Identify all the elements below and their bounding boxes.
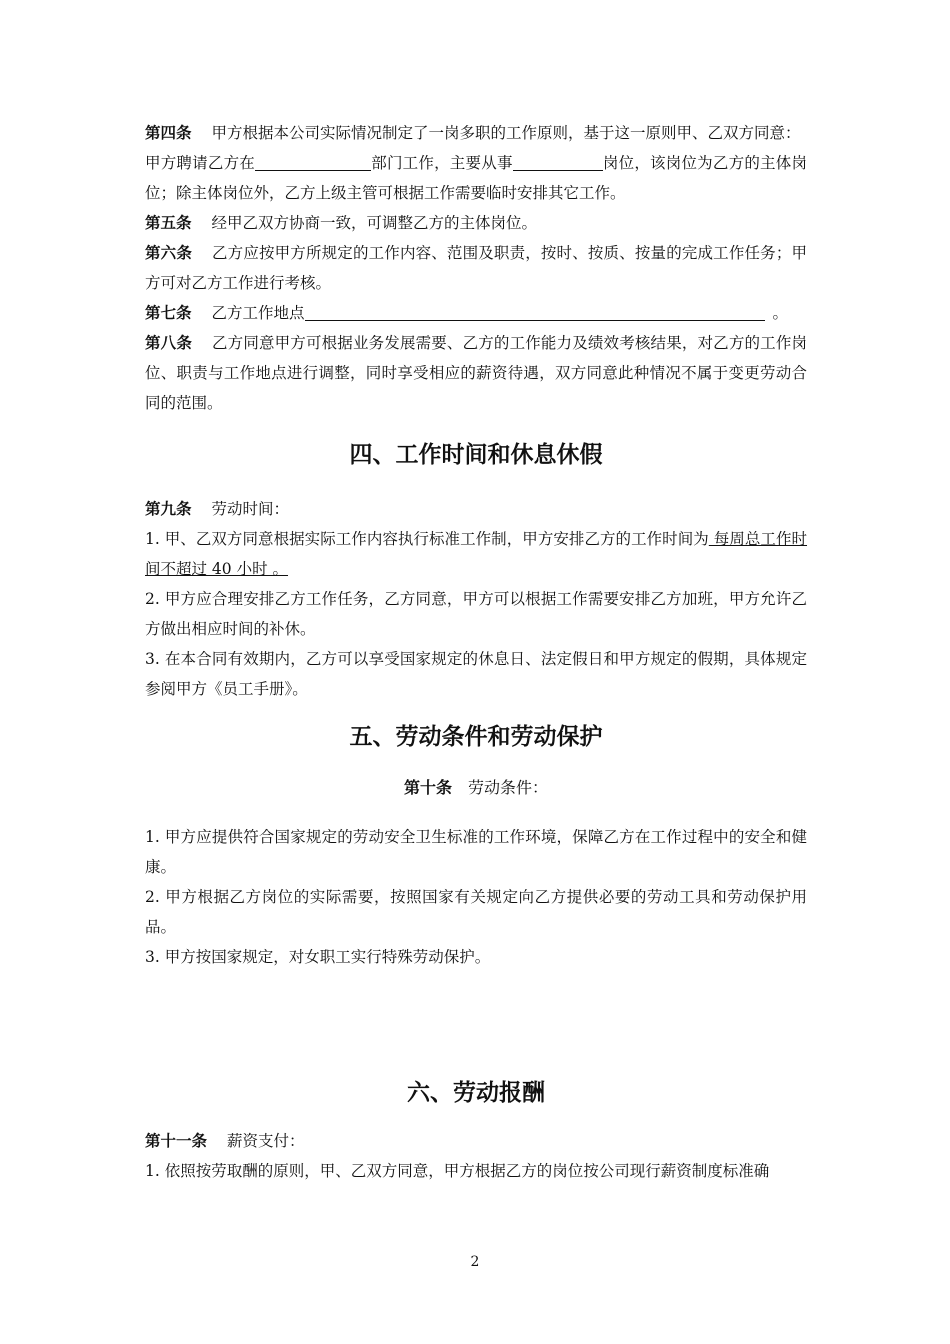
department-blank [255, 152, 371, 171]
item-text: 1. 甲方应提供符合国家规定的劳动安全卫生标准的工作环境，保障乙方在工作过程中的安全和健康。 [145, 828, 807, 876]
section-heading-4: 四、工作时间和休息休假 [349, 442, 603, 468]
section-heading-6: 六、劳动报酬 [407, 1080, 545, 1106]
article-text: 甲方根据本公司实际情况制定了一岗多职的工作原则，基于这一原则甲、乙双方同意： [211, 124, 801, 142]
article-text: 乙方工作地点 [211, 304, 305, 322]
article-text: 经甲乙双方协商一致，可调整乙方的主体岗位。 [211, 214, 538, 232]
document-body [145, 118, 807, 1186]
article-label: 第五条 [145, 214, 192, 232]
article-label: 第九条 [145, 500, 192, 518]
article-label: 第八条 [145, 334, 192, 352]
article-5 [145, 208, 807, 238]
article-text: 薪资支付： [227, 1132, 305, 1150]
item-text: 3. 在本合同有效期内，乙方可以享受国家规定的休息日、法定假日和甲方规定的假期，具体规定参阅甲方《员工手册》。 [145, 650, 807, 698]
clause-text: 甲方聘请乙方在 [145, 154, 256, 172]
list-item-2 [145, 882, 807, 942]
list-item-1 [145, 1156, 807, 1186]
article-8 [145, 328, 807, 418]
work-hours-underlined: 每周总工作时间不超过 40 小时 。 [145, 530, 808, 578]
page-number: 2 [470, 1254, 480, 1270]
article-11 [145, 1126, 807, 1156]
article-end: 。 [772, 304, 789, 322]
article-text: 乙方应按甲方所规定的工作内容、范围及职责，按时、按质、按量的完成工作任务；甲方可对乙方工作进行考核。 [145, 244, 807, 292]
list-item-1 [145, 524, 807, 584]
article-6 [145, 238, 807, 298]
workplace-blank [305, 302, 765, 321]
article-text: 劳动时间： [211, 500, 290, 518]
section-heading-5: 五、劳动条件和劳动保护 [349, 724, 603, 750]
article-label: 第七条 [145, 304, 192, 322]
item-text: 3. 甲方按国家规定，对女职工实行特殊劳动保护。 [145, 948, 491, 966]
article-label: 第六条 [145, 244, 192, 262]
article-9 [145, 494, 807, 524]
list-item-3 [145, 942, 807, 972]
article-7 [145, 298, 807, 328]
item-text: 1. 依照按劳取酬的原则，甲、乙双方同意，甲方根据乙方的岗位按公司现行薪资制度标准确 [145, 1162, 770, 1180]
article-4-clause [145, 148, 807, 208]
article-10 [145, 766, 807, 810]
position-blank [513, 152, 603, 171]
list-item-3 [145, 644, 807, 704]
list-item-2 [145, 584, 807, 644]
article-label: 第十一条 [145, 1132, 208, 1150]
article-text: 乙方同意甲方可根据业务发展需要、乙方的工作能力及绩效考核结果，对乙方的工作岗位、职责与工作地点进行调整，同时享受相应的薪资待遇，双方同意此种情况不属于变更劳动合同的范围。 [145, 334, 807, 412]
article-text: 劳动条件： [468, 778, 549, 797]
item-text: 1. 甲、乙双方同意根据实际工作内容执行标准工作制，甲方安排乙方的工作时间为 [145, 530, 709, 548]
list-item-1 [145, 822, 807, 882]
clause-text: 部门工作，主要从事 [371, 154, 513, 172]
article-label: 第十条 [403, 778, 452, 797]
article-label: 第四条 [145, 124, 192, 142]
clause-text: 岗位，该岗位为乙方的主体岗位；除主体岗位外，乙方上级主管可根据工作需要临时安排其它工作。 [145, 154, 807, 202]
item-text: 2. 甲方应合理安排乙方工作任务，乙方同意，甲方可以根据工作需要安排乙方加班，甲方允许乙方做出相应时间的补休。 [145, 590, 807, 638]
article-4 [145, 118, 807, 148]
item-text: 2. 甲方根据乙方岗位的实际需要，按照国家有关规定向乙方提供必要的劳动工具和劳动保护用品。 [145, 888, 807, 936]
